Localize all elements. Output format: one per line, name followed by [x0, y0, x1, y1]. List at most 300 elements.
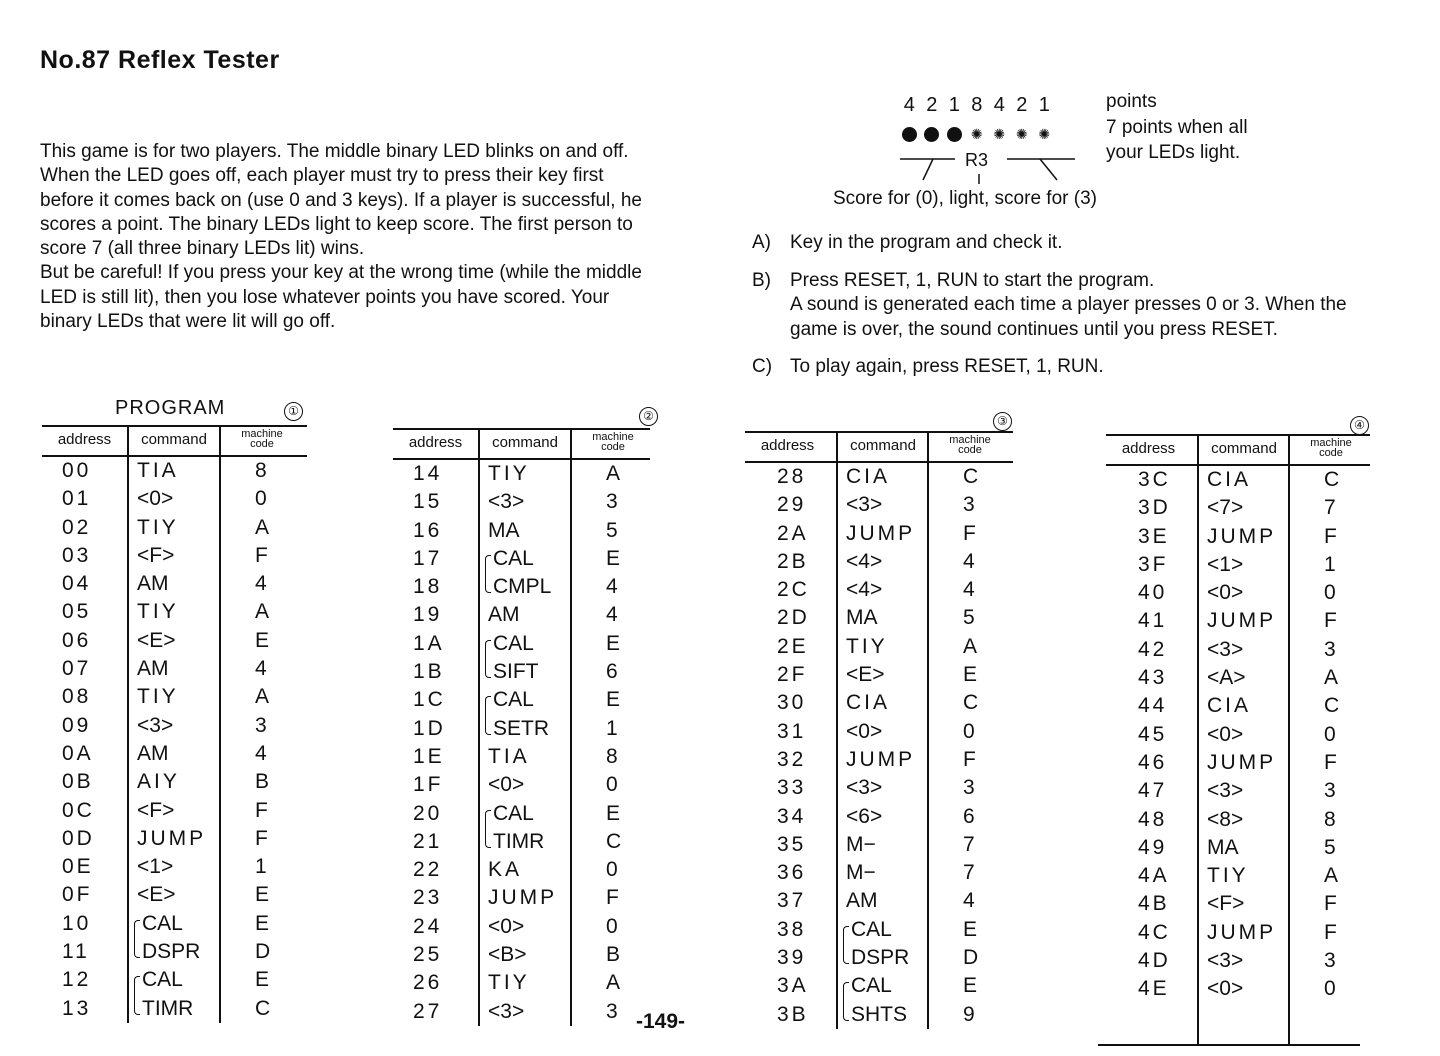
- led-off: [1011, 124, 1034, 144]
- led-on: [921, 124, 944, 144]
- machine-code-cell: 8: [255, 459, 267, 482]
- table-row: [1106, 890, 1370, 918]
- machine-code-cell: E: [255, 628, 270, 652]
- address-cell: 1C: [413, 688, 446, 712]
- command-cell: <7>: [1207, 496, 1244, 520]
- led-lit-dot: [924, 127, 939, 142]
- machine-code-cell: A: [1324, 864, 1339, 888]
- table-row: [745, 803, 1013, 831]
- address-cell: 06: [62, 628, 92, 652]
- led-unlit-icon: ✺: [993, 126, 1006, 142]
- command-cell: <E>: [137, 883, 176, 907]
- table-row: [393, 913, 650, 941]
- table-header: [1106, 434, 1370, 466]
- address-cell: 23: [413, 886, 443, 910]
- command-cell: CAL: [493, 546, 534, 570]
- machine-code-cell: F: [606, 886, 619, 910]
- header-machine-code: [573, 432, 653, 452]
- table-row: [393, 601, 650, 629]
- machine-code-cell: F: [1324, 750, 1337, 774]
- step-label: C): [752, 356, 773, 377]
- machine-code-cell: E: [963, 974, 978, 998]
- address-cell: 05: [62, 600, 92, 624]
- command-cell: TIY: [488, 971, 530, 995]
- column-divider: [927, 463, 929, 1029]
- table-row: [1106, 494, 1370, 522]
- command-cell: <0>: [1207, 722, 1244, 746]
- command-cell: <A>: [1207, 666, 1246, 690]
- table-row: [1106, 579, 1370, 607]
- table-row: [745, 463, 1013, 491]
- machine-code-cell: 4: [963, 889, 975, 913]
- address-cell: 4E: [1138, 977, 1170, 1001]
- command-cell: AM: [137, 572, 169, 596]
- address-cell: 0D: [62, 826, 95, 850]
- machine-code-cell: 3: [255, 713, 267, 737]
- command-cell: <F>: [137, 543, 175, 567]
- machine-code-cell: A: [255, 600, 270, 624]
- led-off: [1033, 124, 1056, 144]
- machine-code-cell: 0: [606, 858, 618, 882]
- machine-code-cell: 6: [606, 660, 618, 684]
- table-row: [1106, 862, 1370, 890]
- command-cell: CMPL: [493, 575, 552, 599]
- machine-code-cell: A: [606, 462, 621, 485]
- command-cell: <0>: [1207, 977, 1244, 1001]
- address-cell: 09: [62, 713, 92, 737]
- led-lit-dot: [902, 127, 917, 142]
- machine-code-cell: 3: [1324, 949, 1336, 973]
- table-row: [1106, 551, 1370, 579]
- address-cell: 2C: [777, 578, 810, 602]
- machine-code-cell: 7: [963, 861, 975, 885]
- machine-code-cell: E: [255, 911, 270, 935]
- table-bottom-rule: [1098, 1044, 1360, 1046]
- machine-code-cell: 0: [1324, 581, 1336, 605]
- command-cell: <0>: [488, 914, 525, 938]
- header-machine-code-line: machine: [241, 428, 283, 440]
- machine-code-cell: 6: [963, 804, 975, 828]
- machine-code-cell: E: [606, 688, 621, 712]
- address-cell: 1D: [413, 716, 446, 740]
- command-cell: <4>: [846, 549, 883, 573]
- command-cell: TIY: [137, 515, 179, 539]
- command-cell: CAL: [851, 917, 892, 941]
- table-body: [745, 463, 1013, 1029]
- command-cell: M−: [846, 832, 876, 856]
- step-line: Press RESET, 1, RUN to start the program.: [790, 269, 1155, 291]
- table-row: [42, 457, 307, 485]
- led-unlit-icon: ✺: [1038, 126, 1051, 142]
- table-row: [393, 686, 650, 714]
- address-cell: 2B: [777, 549, 809, 573]
- address-cell: 20: [413, 801, 443, 825]
- address-cell: 02: [62, 515, 92, 539]
- address-cell: 0E: [62, 855, 94, 879]
- machine-code-cell: E: [255, 883, 270, 907]
- command-cell: AM: [488, 603, 520, 627]
- table-header: [42, 425, 307, 457]
- column-divider: [570, 460, 572, 1026]
- table-number-badge: ④: [1350, 416, 1369, 435]
- address-cell: 43: [1138, 666, 1168, 690]
- led-weight: 4: [993, 94, 1005, 116]
- machine-code-cell: 5: [606, 518, 618, 542]
- address-cell: 25: [413, 943, 443, 967]
- column-divider: [1288, 466, 1290, 1044]
- column-divider: [836, 433, 838, 461]
- address-cell: 1A: [413, 631, 445, 655]
- machine-code-cell: 4: [606, 575, 618, 599]
- address-cell: 33: [777, 776, 807, 800]
- table-row: [42, 712, 307, 740]
- machine-code-cell: F: [1324, 892, 1337, 916]
- address-cell: 49: [1138, 835, 1168, 859]
- table-row: [42, 598, 307, 626]
- table-header: [393, 428, 650, 460]
- machine-code-cell: 4: [255, 741, 267, 765]
- step-item: [752, 269, 1372, 343]
- table-row: [1106, 523, 1370, 551]
- table-row: [1106, 919, 1370, 947]
- address-cell: 1F: [413, 773, 444, 797]
- machine-code-cell: E: [606, 631, 621, 655]
- command-cell: <0>: [488, 773, 525, 797]
- command-cell: DSPR: [142, 940, 201, 964]
- header-machine-code-line: code: [1319, 447, 1343, 459]
- program-table: [1106, 434, 1370, 1004]
- machine-code-cell: F: [963, 521, 976, 545]
- command-cell: TIY: [488, 462, 530, 485]
- machine-code-cell: 4: [963, 549, 975, 573]
- table-row: [393, 488, 650, 516]
- column-divider: [127, 427, 129, 455]
- machine-code-cell: 3: [963, 493, 975, 517]
- machine-code-cell: 7: [963, 832, 975, 856]
- command-cell: SETR: [493, 716, 550, 740]
- machine-code-cell: B: [255, 770, 270, 794]
- led-unlit-icon: ✺: [1015, 126, 1028, 142]
- table-body: [393, 460, 650, 1026]
- table-row: [745, 887, 1013, 915]
- points-line: points: [1106, 91, 1157, 112]
- step-label: A): [752, 232, 771, 253]
- address-cell: 22: [413, 858, 443, 882]
- table-row: [393, 800, 650, 828]
- machine-code-cell: D: [255, 940, 271, 964]
- address-cell: 08: [62, 685, 92, 709]
- header-address: address: [408, 434, 463, 451]
- address-cell: 4C: [1138, 920, 1171, 944]
- machine-code-cell: C: [963, 465, 979, 488]
- machine-code-cell: F: [255, 826, 268, 850]
- led-weight: 2: [926, 94, 938, 116]
- command-cell: AM: [137, 741, 169, 765]
- address-cell: 2E: [777, 634, 809, 658]
- header-machine-code-line: machine: [949, 434, 991, 446]
- table-row: [393, 715, 650, 743]
- table-row: [393, 517, 650, 545]
- points-line: 7 points when all: [1106, 116, 1248, 138]
- table-number-badge: ①: [284, 402, 303, 421]
- machine-code-cell: 0: [1324, 722, 1336, 746]
- command-cell: <3>: [488, 490, 525, 514]
- intro-paragraph: But be careful! If you press your key at the wrong time (while the middle LED is still lit), then you lose whatever points you have scored. Your binary LEDs that were lit will go off.: [40, 262, 642, 333]
- command-cell: <0>: [137, 487, 174, 511]
- address-cell: 29: [777, 493, 807, 517]
- command-cell: <B>: [488, 943, 527, 967]
- machine-code-cell: 0: [1324, 977, 1336, 1001]
- table-row: [745, 972, 1013, 1000]
- header-machine-code: [222, 429, 302, 449]
- command-cell: JUMP: [1207, 750, 1277, 774]
- machine-code-cell: 5: [1324, 835, 1336, 859]
- header-machine-code-line: machine: [1310, 437, 1352, 449]
- step-label: B): [752, 269, 771, 291]
- command-cell: AM: [846, 889, 878, 913]
- table-row: [1106, 947, 1370, 975]
- table-row: [393, 658, 650, 686]
- table-row: [42, 995, 307, 1023]
- table-row: [393, 969, 650, 997]
- led-unlit-icon: ✺: [970, 126, 983, 142]
- machine-code-cell: A: [963, 634, 978, 658]
- column-divider: [836, 463, 838, 1029]
- machine-code-cell: 3: [606, 999, 618, 1023]
- points-text: [1106, 89, 1248, 166]
- address-cell: 3F: [1138, 552, 1169, 576]
- led-weight: 1: [1038, 94, 1050, 116]
- command-cell: CIA: [1207, 468, 1252, 491]
- table-row: [42, 485, 307, 513]
- command-cell: <3>: [1207, 949, 1244, 973]
- address-cell: 39: [777, 946, 807, 970]
- address-cell: 48: [1138, 807, 1168, 831]
- header-machine-code-line: code: [958, 444, 982, 456]
- table-row: [42, 768, 307, 796]
- command-cell: CAL: [493, 631, 534, 655]
- table-row: [42, 825, 307, 853]
- program-table: [745, 431, 1013, 1029]
- command-cell: CAL: [851, 974, 892, 998]
- address-cell: 1B: [413, 660, 445, 684]
- table-row: [745, 491, 1013, 519]
- machine-code-cell: E: [963, 917, 978, 941]
- machine-code-cell: B: [606, 943, 621, 967]
- command-cell: TIY: [1207, 864, 1249, 888]
- command-cell: <3>: [1207, 779, 1244, 803]
- intro-paragraph: This game is for two players. The middle binary LED blinks on and off. When the LED goes off, each player must try to press their key first before it comes back on (use 0 and 3 keys). If a player is successful, he scores a point. The binary LEDs light to keep score. The first person to score 7 (all three binary LEDs lit) wins.: [40, 141, 642, 260]
- column-divider: [570, 430, 572, 458]
- command-cell: TIMR: [142, 996, 194, 1020]
- address-cell: 2D: [777, 606, 810, 630]
- machine-code-cell: F: [255, 798, 268, 822]
- command-cell: <3>: [137, 713, 174, 737]
- column-divider: [1288, 436, 1290, 464]
- address-cell: 3D: [1138, 496, 1171, 520]
- table-row: [393, 573, 650, 601]
- table-row: [42, 740, 307, 768]
- address-cell: 0B: [62, 770, 94, 794]
- command-cell: CIA: [846, 465, 891, 488]
- command-cell: <8>: [1207, 807, 1244, 831]
- step-item: [752, 231, 1372, 256]
- led-row: [898, 124, 1056, 144]
- command-cell: JUMP: [846, 747, 916, 771]
- command-cell: AM: [137, 657, 169, 681]
- machine-code-cell: 3: [606, 490, 618, 514]
- address-cell: 2A: [777, 521, 809, 545]
- table-row: [42, 514, 307, 542]
- address-cell: 44: [1138, 694, 1168, 718]
- table-row: [745, 944, 1013, 972]
- step-body: [790, 231, 1372, 256]
- column-divider: [1197, 466, 1199, 1044]
- machine-code-cell: 4: [255, 572, 267, 596]
- machine-code-cell: 3: [963, 776, 975, 800]
- step-line: A sound is generated each time a player presses 0 or 3. When the game is over, the sound continues until you press RESET.: [790, 294, 1347, 340]
- machine-code-cell: F: [1324, 920, 1337, 944]
- machine-code-cell: E: [963, 663, 978, 687]
- table-row: [42, 570, 307, 598]
- command-cell: JUMP: [846, 521, 916, 545]
- header-machine-code: [1291, 438, 1371, 458]
- command-cell: AIY: [137, 770, 180, 794]
- table-row: [42, 797, 307, 825]
- table-row: [745, 774, 1013, 802]
- address-cell: 37: [777, 889, 807, 913]
- program-table: [42, 425, 307, 1023]
- table-row: [42, 881, 307, 909]
- address-cell: 45: [1138, 722, 1168, 746]
- address-cell: 47: [1138, 779, 1168, 803]
- command-cell: <4>: [846, 578, 883, 602]
- table-number-badge: ②: [639, 407, 658, 426]
- command-cell: JUMP: [488, 886, 558, 910]
- machine-code-cell: 9: [963, 1002, 975, 1026]
- table-row: [745, 746, 1013, 774]
- command-cell: TIY: [137, 685, 179, 709]
- header-address: address: [57, 431, 112, 448]
- header-machine-code-line: machine: [592, 431, 634, 443]
- table-row: [1106, 466, 1370, 494]
- command-cell: DSPR: [851, 946, 910, 970]
- address-cell: 0F: [62, 883, 93, 907]
- table-row: [393, 998, 650, 1026]
- command-cell: <3>: [846, 493, 883, 517]
- address-cell: 17: [413, 546, 443, 570]
- table-row: [1106, 664, 1370, 692]
- table-row: [1106, 607, 1370, 635]
- column-divider: [1197, 436, 1199, 464]
- table-row: [1106, 749, 1370, 777]
- table-row: [42, 966, 307, 994]
- command-cell: TIY: [846, 634, 888, 658]
- score-caption: Score for (0), light, score for (3): [833, 188, 1097, 209]
- machine-code-cell: E: [606, 546, 621, 570]
- command-cell: SIFT: [493, 660, 539, 684]
- machine-code-cell: 0: [963, 719, 975, 743]
- address-cell: 28: [777, 465, 807, 488]
- machine-code-cell: C: [255, 996, 271, 1020]
- header-command: command: [141, 431, 207, 448]
- command-cell: MA: [1207, 835, 1239, 859]
- table-header: [745, 431, 1013, 463]
- table-body: [1106, 466, 1370, 1004]
- header-machine-code-line: code: [601, 441, 625, 453]
- table-row: [745, 1001, 1013, 1029]
- command-cell: SHTS: [851, 1002, 908, 1026]
- machine-code-cell: 4: [963, 578, 975, 602]
- program-table: [393, 428, 650, 1026]
- machine-code-cell: 7: [1324, 496, 1336, 520]
- header-address: address: [760, 437, 815, 454]
- table-row: [393, 743, 650, 771]
- table-row: [42, 655, 307, 683]
- table-row: [42, 938, 307, 966]
- step-item: [752, 355, 1372, 380]
- table-row: [393, 460, 650, 488]
- header-address: address: [1121, 440, 1176, 457]
- table-row: [745, 916, 1013, 944]
- address-cell: 1E: [413, 744, 445, 768]
- address-cell: 34: [777, 804, 807, 828]
- table-row: [42, 627, 307, 655]
- table-row: [745, 831, 1013, 859]
- led-off: [966, 124, 989, 144]
- points-line: your LEDs light.: [1106, 142, 1241, 163]
- address-cell: 0C: [62, 798, 95, 822]
- table-row: [42, 542, 307, 570]
- address-cell: 11: [62, 940, 90, 964]
- machine-code-cell: C: [1324, 468, 1340, 491]
- address-cell: 10: [62, 911, 92, 935]
- command-cell: MA: [488, 518, 520, 542]
- table-row: [393, 828, 650, 856]
- address-cell: 01: [62, 487, 92, 511]
- led-weights: [898, 94, 1056, 117]
- step-body: [790, 355, 1372, 380]
- machine-code-cell: 0: [606, 914, 618, 938]
- address-cell: 04: [62, 572, 92, 596]
- machine-code-cell: 4: [606, 603, 618, 627]
- address-cell: 4D: [1138, 949, 1171, 973]
- address-cell: 19: [413, 603, 443, 627]
- table-row: [745, 689, 1013, 717]
- table-row: [745, 859, 1013, 887]
- column-divider: [127, 457, 129, 1023]
- machine-code-cell: A: [606, 971, 621, 995]
- table-row: [1106, 692, 1370, 720]
- table-row: [393, 630, 650, 658]
- address-cell: 38: [777, 917, 807, 941]
- table-row: [393, 545, 650, 573]
- command-cell: KA: [488, 858, 523, 882]
- led-weight: 1: [948, 94, 960, 116]
- address-cell: 3E: [1138, 524, 1170, 548]
- address-cell: 4A: [1138, 864, 1170, 888]
- table-row: [1106, 806, 1370, 834]
- machine-code-cell: F: [1324, 524, 1337, 548]
- machine-code-cell: C: [963, 691, 979, 715]
- table-row: [42, 853, 307, 881]
- led-weight: 8: [971, 94, 983, 116]
- command-cell: <3>: [846, 776, 883, 800]
- header-machine-code: [930, 435, 1010, 455]
- table-row: [1106, 975, 1370, 1003]
- address-cell: 36: [777, 861, 807, 885]
- command-cell: CAL: [493, 688, 534, 712]
